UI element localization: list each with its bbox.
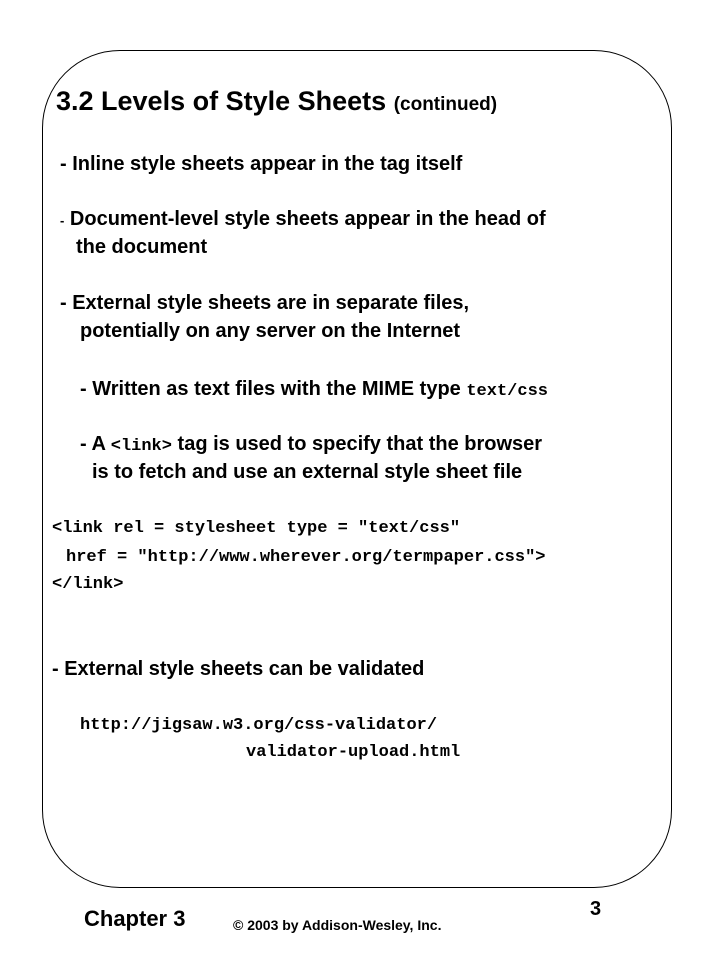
bullet-document-dash: - — [60, 213, 65, 228]
validator-url-line-1: http://jigsaw.w3.org/css-validator/ — [80, 716, 438, 735]
bullet-document-text: Document-level style sheets appear in the head of — [69, 208, 546, 230]
code-line-3: </link> — [52, 575, 124, 594]
bullet-external-line1: - External style sheets are in separate files, — [60, 292, 470, 314]
bullet-written-text: - Written as text files with the MIME type — [80, 378, 461, 400]
footer-chapter: Chapter 3 — [84, 906, 186, 931]
page-number: 3 — [590, 898, 602, 920]
title-suffix: (continued) — [393, 94, 498, 115]
bullet-link-line1 — [80, 433, 542, 456]
mime-type-code: text/css — [466, 382, 548, 401]
bullet-document-line1 — [60, 208, 546, 231]
slide-title — [56, 86, 497, 117]
bullet-validated: - External style sheets can be validated — [52, 658, 425, 680]
validator-url-line-2: validator-upload.html — [246, 743, 461, 762]
footer-copyright: © 2003 by Addison-Wesley, Inc. — [233, 917, 442, 933]
title-main: 3.2 Levels of Style Sheets — [56, 86, 387, 116]
bullet-link-line2: is to fetch and use an external style sheet file — [92, 461, 523, 483]
bullet-written — [80, 378, 548, 401]
link-tag-code: <link> — [110, 437, 172, 456]
bullet-inline: - Inline style sheets appear in the tag itself — [60, 153, 463, 175]
code-line-2: href = "http://www.wherever.org/termpaper.css"> — [66, 548, 546, 567]
bullet-external-line2: potentially on any server on the Internet — [80, 320, 461, 342]
code-line-1: <link rel = stylesheet type = "text/css" — [52, 519, 461, 538]
bullet-link-prefix: - A — [80, 433, 106, 455]
bullet-document-line2: the document — [76, 236, 208, 258]
bullet-link-suffix: tag is used to specify that the browser — [177, 433, 543, 455]
